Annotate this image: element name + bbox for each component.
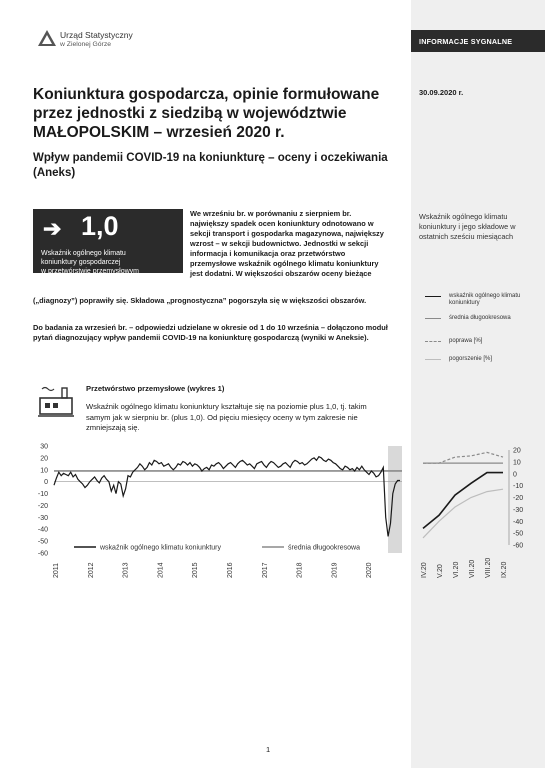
side-legend-improvement-label: poprawa [%] bbox=[449, 338, 483, 344]
y-tick-label: -20 bbox=[37, 502, 48, 510]
y-tick-label: -10 bbox=[37, 491, 48, 499]
x-tick-label: 2020 bbox=[366, 562, 374, 578]
side-x-tick-label: VII.20 bbox=[469, 559, 476, 578]
lead-paragraph: We wrześniu br. w porównaniu z sierpniem br. największy spadek ocen koniunktury odnotowano w sekcji transport i gospodarka magazynowa, największy wzrost – w sekcji budownictwo. Jednostki w sekcji informacja i komunikacja oraz przetwórstwo przemysłowe wskaźnik ogólnego klimatu koniunktury jest dodatni. W większości obszarów oceny bieżące bbox=[190, 209, 384, 278]
side-x-tick-label: IV.20 bbox=[421, 562, 428, 578]
y-tick-label: 20 bbox=[40, 455, 48, 463]
side-y-tick-label: 10 bbox=[513, 459, 521, 467]
x-tick-label: 2018 bbox=[296, 562, 304, 578]
side-chart bbox=[411, 440, 545, 600]
side-x-tick-label: VI.20 bbox=[453, 561, 460, 578]
arrow-right-icon: ➔ bbox=[43, 216, 62, 241]
y-tick-label: 0 bbox=[44, 479, 48, 487]
section-text: Wskaźnik ogólnego klimatu koniunktury kształtuje się na poziomie plus 1,0, tj. takim samym jak w sierpniu br. (plus 1,0). Od pięciu miesięcy oceny w tym zakresie nie zmniejszają się. bbox=[86, 402, 367, 432]
side-x-tick-label: IX.20 bbox=[501, 561, 508, 578]
sidebar bbox=[411, 0, 545, 768]
y-tick-label: 30 bbox=[40, 443, 48, 451]
y-tick-label: 10 bbox=[40, 467, 48, 475]
kpi-value: 1,0 bbox=[81, 211, 119, 241]
side-legend-index-label: wskaźnik ogólnego klimatu koniunktury bbox=[449, 293, 521, 306]
legend-index-label: wskaźnik ogólnego klimatu koniunktury bbox=[100, 544, 222, 552]
x-tick-label: 2014 bbox=[157, 562, 165, 578]
y-tick-label: -30 bbox=[37, 514, 48, 522]
side-x-tick-label: V.20 bbox=[437, 564, 444, 578]
kpi-label-line3: w przetwórstwie przemysłowym bbox=[41, 268, 140, 275]
side-y-tick-label: -10 bbox=[513, 483, 524, 491]
side-series-line-3 bbox=[423, 489, 503, 538]
section-title: Przetwórstwo przemysłowe (wykres 1) bbox=[86, 384, 225, 393]
x-tick-label: 2013 bbox=[122, 562, 130, 578]
side-chart-note: Wskaźnik ogólnego klimatu koniunktury i jego składowe w ostatnich sześciu miesiącach bbox=[419, 212, 516, 241]
page-title: Koniunktura gospodarcza, opinie formułowane przez jednostki z siedzibą w województwie MAŁOPOLSKIM – wrzesień 2020 r. bbox=[33, 86, 380, 141]
side-series-line-2 bbox=[423, 452, 503, 463]
x-tick-label: 2016 bbox=[227, 562, 234, 578]
x-tick-label: 2015 bbox=[192, 562, 200, 578]
logo-line1: Urząd Statystyczny bbox=[60, 30, 133, 40]
side-y-tick-label: -60 bbox=[513, 542, 524, 550]
x-tick-label: 2011 bbox=[53, 562, 60, 578]
page-number: 1 bbox=[266, 745, 271, 754]
side-y-tick-label: -40 bbox=[513, 518, 524, 526]
factory-icon bbox=[36, 384, 76, 420]
y-tick-label: -50 bbox=[37, 538, 48, 546]
x-tick-label: 2012 bbox=[87, 562, 95, 578]
kpi-label-line1: Wskaźnik ogólnego klimatu bbox=[41, 250, 126, 257]
x-tick-label: 2017 bbox=[261, 562, 269, 578]
page-subtitle: Wpływ pandemii COVID-19 na koniunkturę – oceny i oczekiwania (Aneks) bbox=[33, 152, 388, 179]
legend-average-label: średnia długookresowa bbox=[288, 544, 360, 552]
x-tick-label: 2019 bbox=[331, 562, 339, 578]
kpi-label-line2: koniunktury gospodarczej bbox=[41, 259, 121, 266]
shaded-region bbox=[388, 446, 402, 553]
side-legend-deterioration-label: pogorszenie [%] bbox=[449, 356, 493, 362]
report-date: 30.09.2020 r. bbox=[419, 88, 464, 97]
survey-note: Do badania za wrzesień br. – odpowiedzi udzielane w okresie od 1 do 10 września – dołączono moduł pytań diagnozujący wpływ pandemii COVID-19 na koniunkturę gospodarczą (wyniki w Aneksie). bbox=[33, 323, 388, 342]
side-x-tick-label: VIII.20 bbox=[485, 557, 492, 578]
side-y-tick-label: -30 bbox=[513, 506, 524, 514]
side-series-line-0 bbox=[423, 473, 503, 529]
kpi-box bbox=[33, 209, 183, 273]
side-y-tick-label: -20 bbox=[513, 495, 524, 502]
side-y-tick-label: 20 bbox=[513, 447, 521, 455]
side-y-tick-label: 0 bbox=[513, 471, 517, 479]
logo bbox=[36, 28, 176, 54]
side-legend-average-label: średnia długookresowa bbox=[449, 315, 511, 321]
lead-paragraph-continued: („diagnozy”) poprawiły się. Składowa „prognostyczna” pogorszyła się w większości obszarów. bbox=[33, 296, 367, 305]
series-index-line bbox=[54, 457, 400, 537]
y-tick-label: -60 bbox=[37, 550, 48, 558]
main-chart bbox=[30, 440, 410, 590]
sidebar-header: INFORMACJE SYGNALNE bbox=[411, 30, 545, 52]
logo-icon bbox=[36, 28, 58, 50]
side-y-tick-label: -50 bbox=[513, 530, 524, 538]
logo-line2: w Zielonej Górze bbox=[60, 41, 111, 48]
y-tick-label: -40 bbox=[37, 526, 48, 534]
